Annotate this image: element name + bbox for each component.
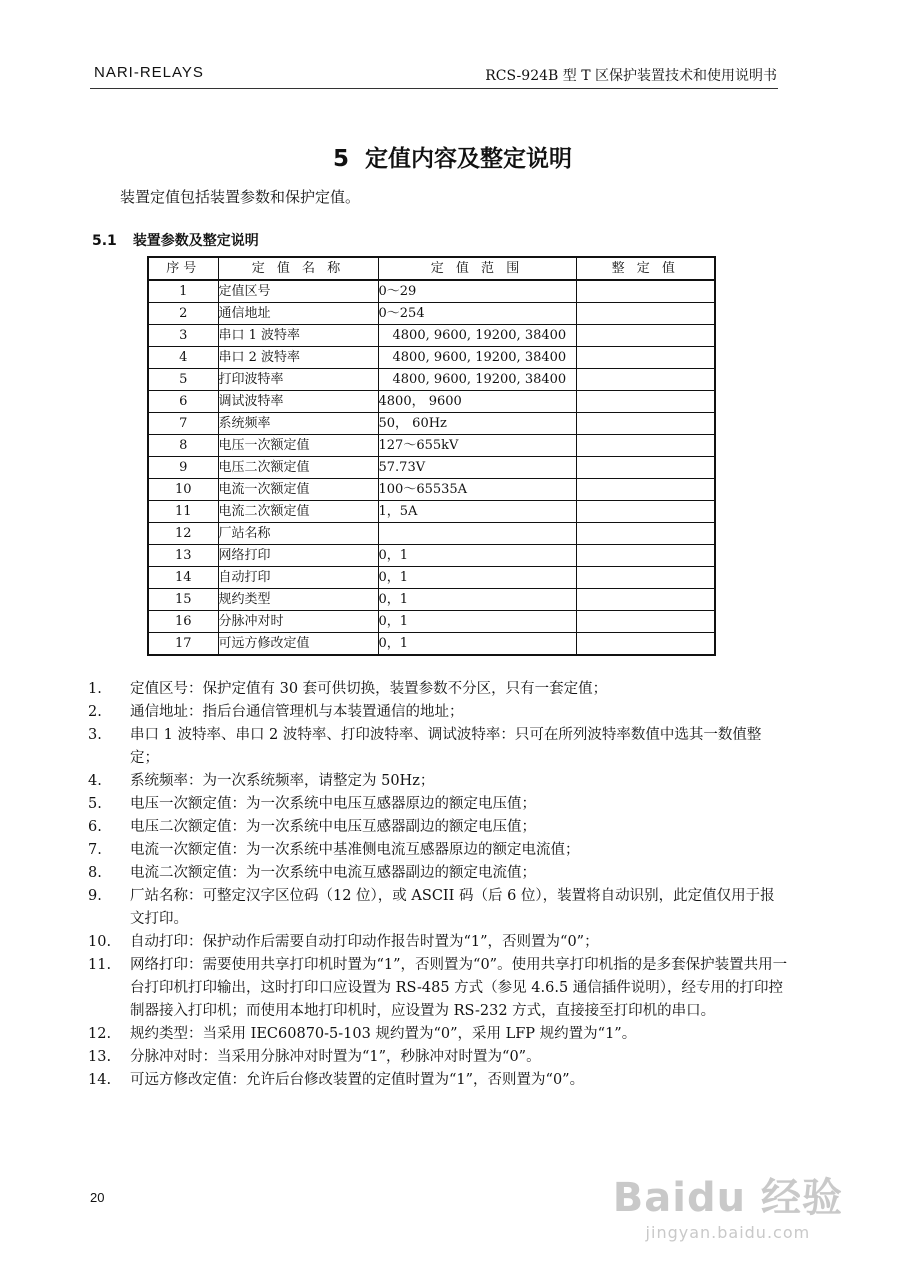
table-row bbox=[148, 303, 715, 325]
list-item bbox=[88, 885, 788, 931]
table-row bbox=[148, 589, 715, 611]
row-value bbox=[576, 545, 715, 567]
note-text: 网络打印：需要使用共享打印机时置为“1”，否则置为“0”。使用共享打印机指的是多套保护装置共用一台打印机打印输出，这时打印口应设置为 RS-485 方式（参见 4.6.5 通信插件说明），经专用的打印控制器接入打印机；而使用本地打印机时，应设置为 RS-232 方式，直接接至打印机的串口。 bbox=[130, 957, 788, 1019]
table-row bbox=[148, 413, 715, 435]
note-number: 4. bbox=[88, 773, 102, 789]
row-value bbox=[576, 413, 715, 435]
note-text: 可远方修改定值：允许后台修改装置的定值时置为“1”，否则置为“0”。 bbox=[130, 1072, 585, 1088]
list-item bbox=[88, 931, 788, 954]
list-item bbox=[88, 678, 788, 701]
row-index: 8 bbox=[148, 435, 218, 457]
row-value bbox=[576, 325, 715, 347]
row-name: 串口 1 波特率 bbox=[218, 325, 378, 347]
header-document-title: RCS-924B 型 T 区保护装置技术和使用说明书 bbox=[485, 68, 777, 84]
row-value bbox=[576, 435, 715, 457]
note-number: 14. bbox=[88, 1072, 112, 1088]
row-range: 50， 60Hz bbox=[378, 413, 576, 435]
table-row bbox=[148, 435, 715, 457]
row-index: 12 bbox=[148, 523, 218, 545]
row-index: 11 bbox=[148, 501, 218, 523]
note-number: 7. bbox=[88, 842, 102, 858]
header-brand: NARI-RELAYS bbox=[94, 64, 204, 81]
note-text: 电压二次额定值：为一次系统中电压互感器副边的额定电压值； bbox=[130, 819, 536, 835]
note-number: 12. bbox=[88, 1026, 112, 1042]
row-value bbox=[576, 479, 715, 501]
list-item bbox=[88, 1023, 788, 1046]
row-index: 15 bbox=[148, 589, 218, 611]
table-header-row bbox=[148, 257, 715, 280]
row-name: 串口 2 波特率 bbox=[218, 347, 378, 369]
row-name: 厂站名称 bbox=[218, 523, 378, 545]
row-name: 电流一次额定值 bbox=[218, 479, 378, 501]
list-item bbox=[88, 724, 788, 770]
row-index: 13 bbox=[148, 545, 218, 567]
note-text: 自动打印：保护动作后需要自动打印动作报告时置为“1”，否则置为“0”； bbox=[130, 934, 599, 950]
row-range: 0～254 bbox=[378, 303, 576, 325]
notes-list bbox=[88, 678, 788, 1092]
note-number: 6. bbox=[88, 819, 102, 835]
chapter-number: 5 bbox=[332, 146, 349, 172]
row-index: 17 bbox=[148, 633, 218, 656]
row-range: 0～29 bbox=[378, 280, 576, 303]
watermark-logo: Baidu 经验 bbox=[612, 1175, 843, 1221]
row-name: 调试波特率 bbox=[218, 391, 378, 413]
row-value bbox=[576, 523, 715, 545]
row-name: 打印波特率 bbox=[218, 369, 378, 391]
row-name: 定值区号 bbox=[218, 280, 378, 303]
row-value bbox=[576, 303, 715, 325]
list-item bbox=[88, 770, 788, 793]
note-text: 串口 1 波特率、串口 2 波特率、打印波特率、调试波特率：只可在所列波特率数值中选其一数值整定； bbox=[130, 727, 762, 766]
watermark bbox=[613, 1166, 843, 1242]
list-item bbox=[88, 1046, 788, 1069]
row-index: 1 bbox=[148, 280, 218, 303]
note-number: 5. bbox=[88, 796, 102, 812]
row-name: 系统频率 bbox=[218, 413, 378, 435]
row-value bbox=[576, 280, 715, 303]
row-range: 4800, 9600, 19200, 38400 bbox=[378, 325, 576, 347]
row-range: 127～655kV bbox=[378, 435, 576, 457]
list-item bbox=[88, 793, 788, 816]
list-item bbox=[88, 1069, 788, 1092]
note-number: 1. bbox=[88, 681, 102, 697]
note-text: 电流二次额定值：为一次系统中电流互感器副边的额定电流值； bbox=[130, 865, 536, 881]
note-text: 系统频率：为一次系统频率，请整定为 50Hz； bbox=[130, 773, 435, 789]
list-item bbox=[88, 701, 788, 724]
table-row bbox=[148, 633, 715, 656]
row-index: 16 bbox=[148, 611, 218, 633]
note-number: 9. bbox=[88, 888, 102, 904]
row-range: 0，1 bbox=[378, 633, 576, 656]
row-name: 电压一次额定值 bbox=[218, 435, 378, 457]
row-name: 分脉冲对时 bbox=[218, 611, 378, 633]
col-header-range: 定 值 范 围 bbox=[378, 257, 576, 280]
table-row bbox=[148, 545, 715, 567]
row-index: 14 bbox=[148, 567, 218, 589]
parameter-table bbox=[147, 256, 716, 656]
note-number: 2. bbox=[88, 704, 102, 720]
page-number: 20 bbox=[90, 1190, 105, 1205]
row-value bbox=[576, 347, 715, 369]
row-range: 57.73V bbox=[378, 457, 576, 479]
col-header-name: 定 值 名 称 bbox=[218, 257, 378, 280]
table-row bbox=[148, 369, 715, 391]
row-value bbox=[576, 369, 715, 391]
row-value bbox=[576, 457, 715, 479]
row-name: 自动打印 bbox=[218, 567, 378, 589]
list-item bbox=[88, 862, 788, 885]
table-row bbox=[148, 325, 715, 347]
row-value bbox=[576, 501, 715, 523]
row-index: 5 bbox=[148, 369, 218, 391]
list-item bbox=[88, 816, 788, 839]
row-range: 100～65535A bbox=[378, 479, 576, 501]
row-index: 6 bbox=[148, 391, 218, 413]
row-range: 1，5A bbox=[378, 501, 576, 523]
row-index: 3 bbox=[148, 325, 218, 347]
col-header-index: 序号 bbox=[148, 257, 218, 280]
table-row bbox=[148, 457, 715, 479]
row-range: 4800， 9600 bbox=[378, 391, 576, 413]
row-range: 4800, 9600, 19200, 38400 bbox=[378, 369, 576, 391]
row-value bbox=[576, 611, 715, 633]
table-row bbox=[148, 501, 715, 523]
watermark-url: jingyan.baidu.com bbox=[645, 1223, 811, 1242]
row-name: 电压二次额定值 bbox=[218, 457, 378, 479]
table-row bbox=[148, 280, 715, 303]
row-name: 电流二次额定值 bbox=[218, 501, 378, 523]
list-item bbox=[88, 954, 788, 1023]
table-row bbox=[148, 347, 715, 369]
chapter-title bbox=[0, 140, 905, 173]
note-text: 厂站名称：可整定汉字区位码（12 位），或 ASCII 码（后 6 位），装置将自动识别，此定值仅用于报文打印。 bbox=[130, 888, 775, 927]
note-text: 通信地址：指后台通信管理机与本装置通信的地址； bbox=[130, 704, 464, 720]
section-number: 5.1 bbox=[92, 233, 117, 249]
note-number: 10. bbox=[88, 934, 112, 950]
row-value bbox=[576, 589, 715, 611]
row-range: 0，1 bbox=[378, 589, 576, 611]
row-value bbox=[576, 633, 715, 656]
col-header-value: 整 定 值 bbox=[576, 257, 715, 280]
table-row bbox=[148, 523, 715, 545]
row-range: 0，1 bbox=[378, 545, 576, 567]
row-name: 通信地址 bbox=[218, 303, 378, 325]
row-name: 可远方修改定值 bbox=[218, 633, 378, 656]
table-row bbox=[148, 479, 715, 501]
row-index: 4 bbox=[148, 347, 218, 369]
row-index: 10 bbox=[148, 479, 218, 501]
note-text: 电压一次额定值：为一次系统中电压互感器原边的额定电压值； bbox=[130, 796, 536, 812]
note-number: 8. bbox=[88, 865, 102, 881]
list-item bbox=[88, 839, 788, 862]
row-name: 规约类型 bbox=[218, 589, 378, 611]
row-range: 0，1 bbox=[378, 611, 576, 633]
table-row bbox=[148, 611, 715, 633]
chapter-title-text: 定值内容及整定说明 bbox=[365, 146, 572, 172]
row-value bbox=[576, 567, 715, 589]
row-range: 4800, 9600, 19200, 38400 bbox=[378, 347, 576, 369]
row-range: 0，1 bbox=[378, 567, 576, 589]
section-title: 装置参数及整定说明 bbox=[132, 233, 259, 249]
note-text: 电流一次额定值：为一次系统中基准侧电流互感器原边的额定电流值； bbox=[130, 842, 580, 858]
row-value bbox=[576, 391, 715, 413]
row-range bbox=[378, 523, 576, 545]
table-row bbox=[148, 391, 715, 413]
note-text: 规约类型：当采用 IEC60870-5-103 规约置为“0”，采用 LFP 规约置为“1”。 bbox=[130, 1026, 637, 1042]
note-text: 分脉冲对时：当采用分脉冲对时置为“1”，秒脉冲对时置为“0”。 bbox=[130, 1049, 541, 1065]
row-index: 2 bbox=[148, 303, 218, 325]
note-number: 13. bbox=[88, 1049, 112, 1065]
table-row bbox=[148, 567, 715, 589]
intro-paragraph: 装置定值包括装置参数和保护定值。 bbox=[120, 188, 361, 206]
header-divider bbox=[90, 88, 778, 89]
row-name: 网络打印 bbox=[218, 545, 378, 567]
row-index: 7 bbox=[148, 413, 218, 435]
section-heading bbox=[92, 230, 259, 250]
note-number: 11. bbox=[88, 957, 112, 973]
note-text: 定值区号：保护定值有 30 套可供切换，装置参数不分区，只有一套定值； bbox=[130, 681, 608, 697]
note-number: 3. bbox=[88, 727, 102, 743]
row-index: 9 bbox=[148, 457, 218, 479]
